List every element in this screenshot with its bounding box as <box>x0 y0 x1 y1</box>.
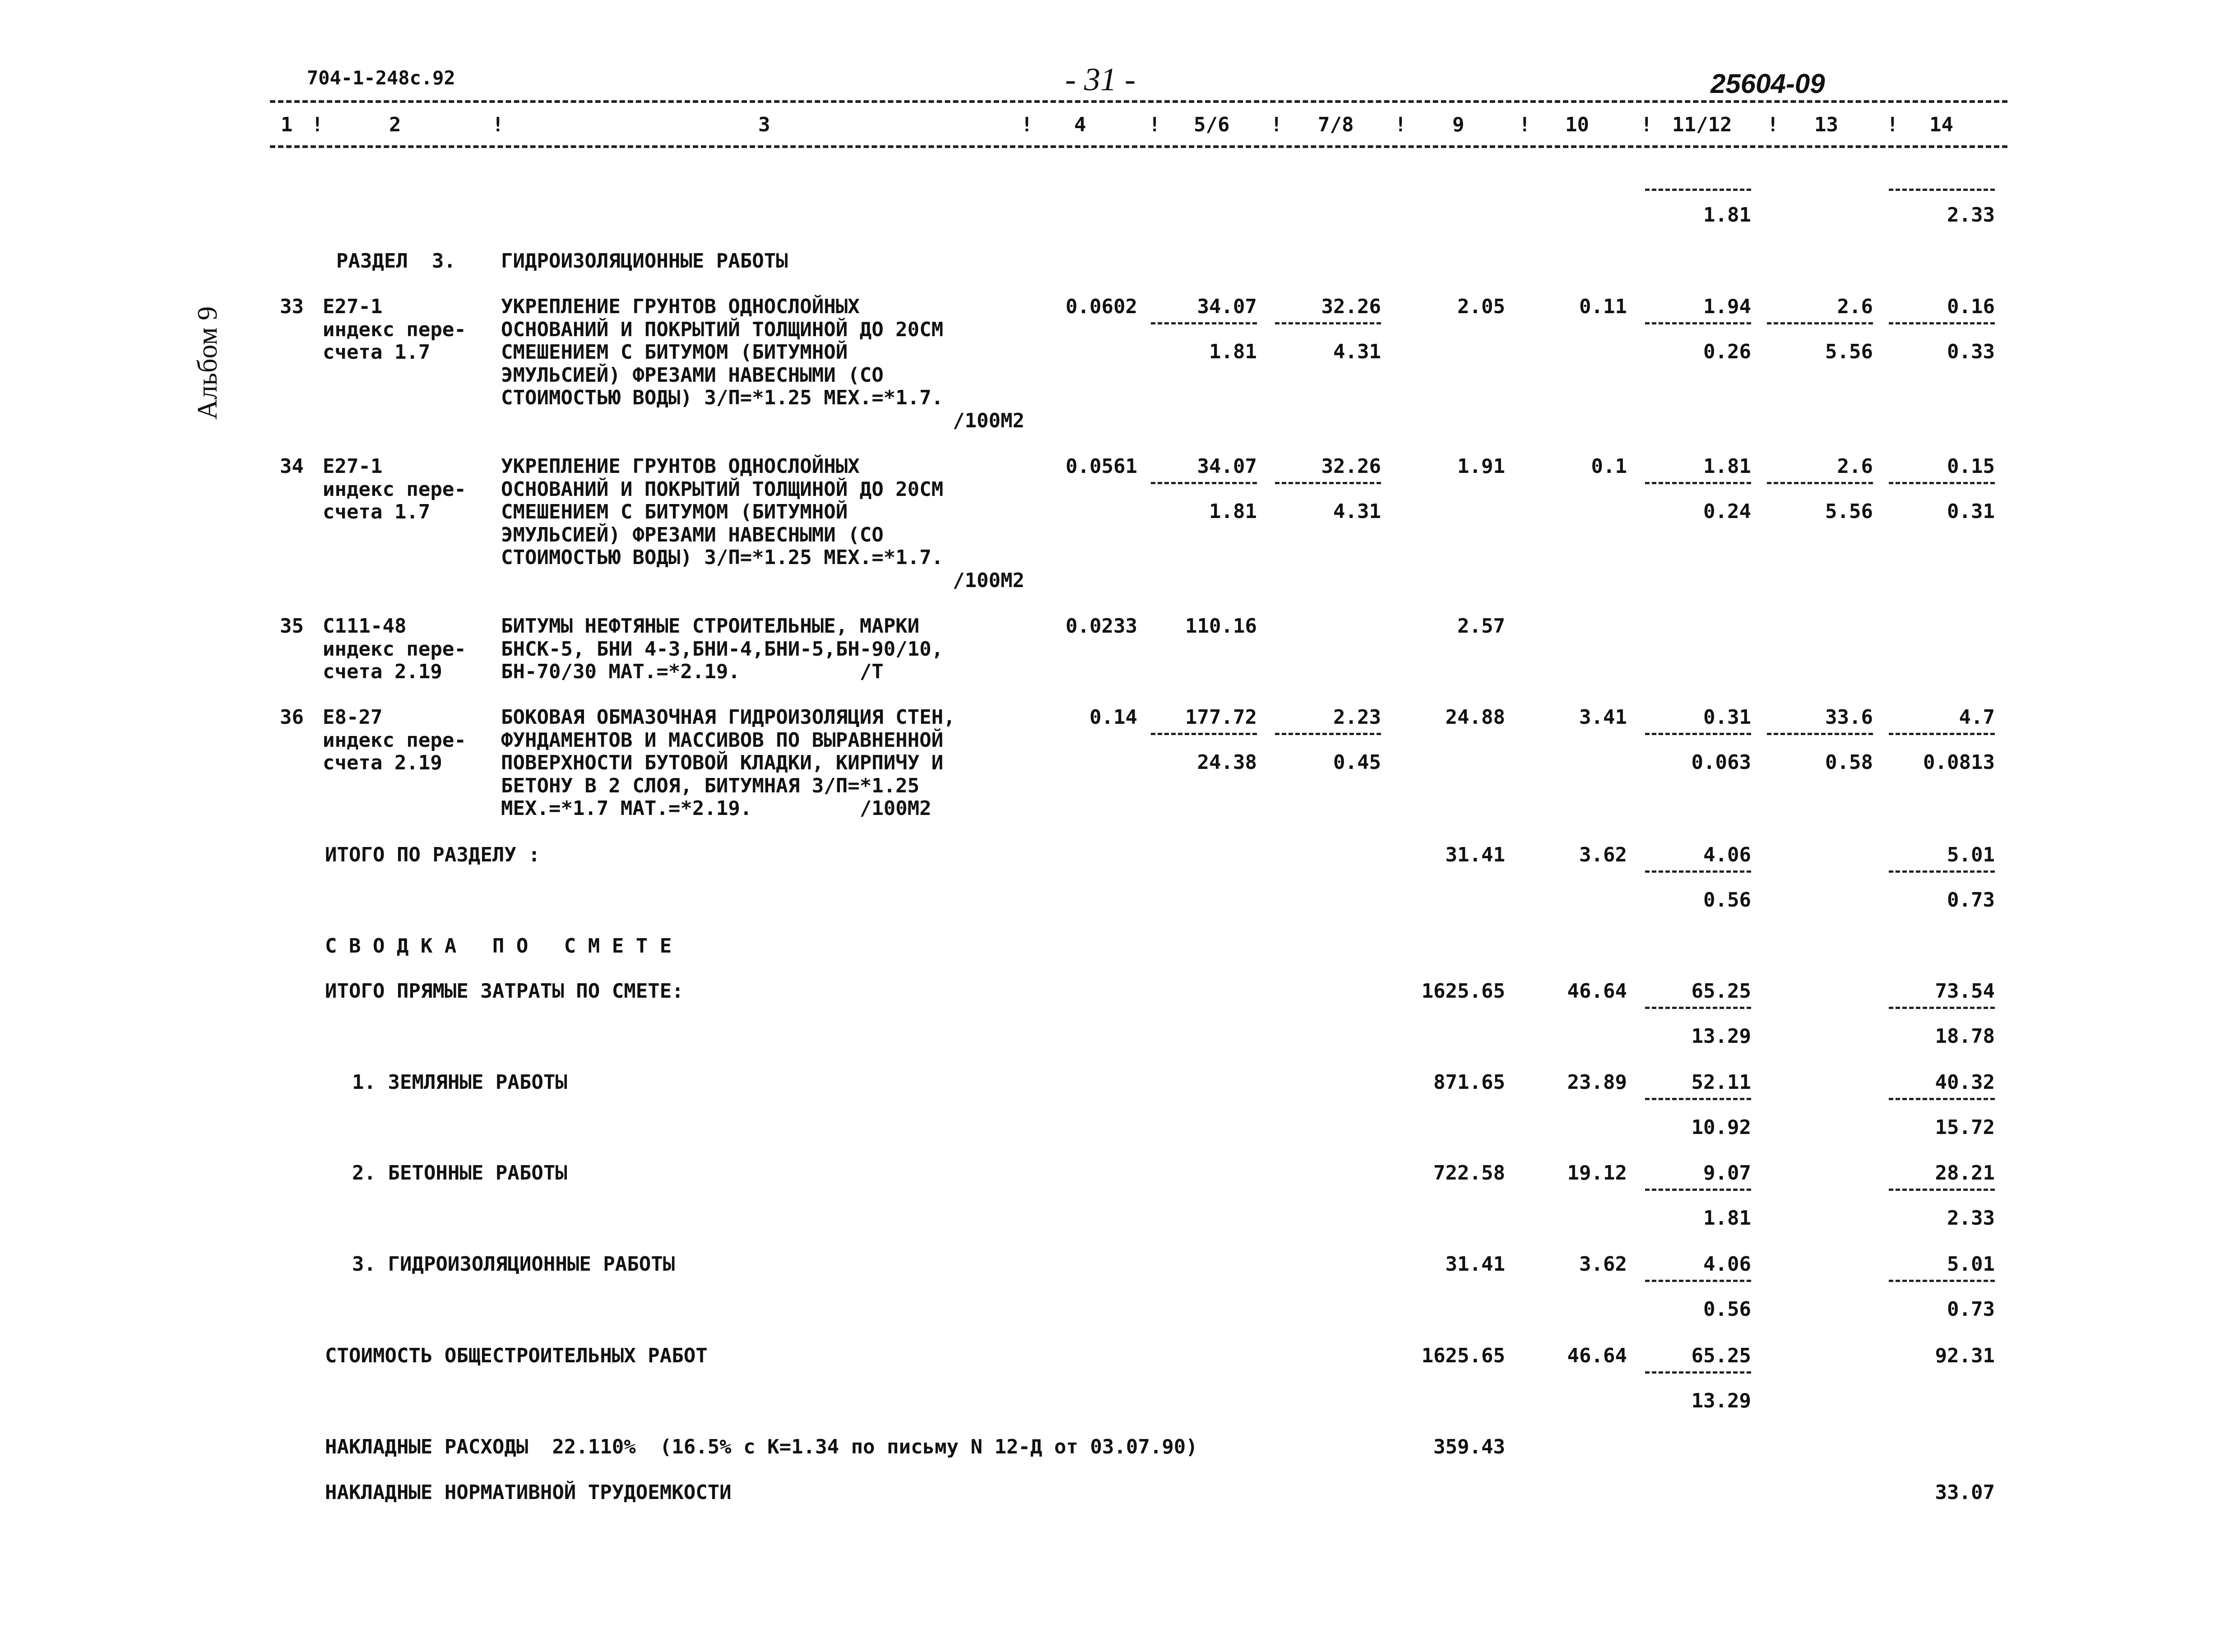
row-description-line: СТОИМОСТЬЮ ВОДЫ) З/П=*1.25 МЕХ.=*1.7. <box>501 386 944 409</box>
cell-c56: 110.16 <box>1185 615 1257 638</box>
row-index-note: счета 1.7 <box>323 500 431 523</box>
cell-c78-lower: 4.31 <box>1333 340 1381 363</box>
column-header: 4 <box>1074 113 1086 136</box>
row-description-line: СМЕШЕНИЕМ С БИТУМОМ (БИТУМНОЙ <box>501 341 848 364</box>
fraction-underline <box>1645 1007 1751 1009</box>
row-number: 35 <box>280 615 304 638</box>
row-description-line: ПОВЕРХНОСТИ БУТОВОЙ КЛАДКИ, КИРПИЧУ И <box>501 751 944 774</box>
overhead-labor-value: 33.07 <box>1935 1481 1995 1504</box>
row-description-line: ЭМУЛЬСИЕЙ) ФРЕЗАМИ НАВЕСНЫМИ (СО <box>501 523 884 546</box>
summary-c9: 722.58 <box>1433 1161 1505 1185</box>
column-separator: ! <box>1270 113 1283 136</box>
cell-c11-lower: 0.26 <box>1703 340 1751 363</box>
fraction-underline <box>1645 322 1751 324</box>
cell-c4: 0.14 <box>1089 706 1137 729</box>
total-c14-lower: 0.73 <box>1947 888 1995 912</box>
row-description-line: МЕХ.=*1.7 МАТ.=*2.19. /100М2 <box>501 797 932 820</box>
summary-label: 1. ЗЕМЛЯНЫЕ РАБОТЫ <box>352 1071 567 1094</box>
row-index-note: индекс пере- <box>323 637 466 661</box>
fraction-underline <box>1645 1098 1751 1100</box>
row-number: 34 <box>280 455 304 478</box>
row-description-line: ОСНОВАНИЙ И ПОКРЫТИЙ ТОЛЩИНОЙ ДО 20СМ <box>501 318 944 341</box>
row-description-line: БНСК-5, БНИ 4-3,БНИ-4,БНИ-5,БН-90/10, <box>501 637 944 661</box>
column-header: 5/6 <box>1194 113 1230 136</box>
cell-c14: 0.16 <box>1947 295 1995 318</box>
row-description-line: ЭМУЛЬСИЕЙ) ФРЕЗАМИ НАВЕСНЫМИ (СО <box>501 363 884 387</box>
row-number: 36 <box>280 706 304 729</box>
cell-c56: 177.72 <box>1185 706 1257 729</box>
fraction-underline <box>1889 322 1995 324</box>
summary-c14: 40.32 <box>1935 1071 1995 1094</box>
cell-c14-lower: 0.33 <box>1947 340 1995 363</box>
column-header: 3 <box>758 113 770 136</box>
row-description-line: УКРЕПЛЕНИЕ ГРУНТОВ ОДНОСЛОЙНЫХ <box>501 455 860 478</box>
fraction-underline <box>1767 733 1873 735</box>
cell-c14-lower: 0.0813 <box>1923 751 1995 774</box>
column-header: 9 <box>1452 113 1465 136</box>
summary-c14: 28.21 <box>1935 1161 1995 1185</box>
row-code: Е27-1 <box>323 295 383 318</box>
carry-value: 2.33 <box>1947 204 1995 227</box>
row-description-line: БЕТОНУ В 2 СЛОЯ, БИТУМНАЯ З/П=*1.25 <box>501 774 920 797</box>
row-unit: /100М2 <box>953 409 1024 432</box>
document-code: 704-1-248с.92 <box>307 67 455 89</box>
row-index-note: счета 1.7 <box>323 341 431 364</box>
cell-c11: 1.94 <box>1703 295 1751 318</box>
cell-c10: 0.11 <box>1579 295 1627 318</box>
summary-title: С В О Д К А П О С М Е Т Е <box>325 935 672 958</box>
total-c11-lower: 0.56 <box>1703 888 1751 912</box>
carry-value: 1.81 <box>1703 204 1751 227</box>
section-title: ГИДРОИЗОЛЯЦИОННЫЕ РАБОТЫ <box>501 250 788 273</box>
row-description-line: БИТУМЫ НЕФТЯНЫЕ СТРОИТЕЛЬНЫЕ, МАРКИ <box>501 615 920 638</box>
row-code: Е8-27 <box>323 706 383 729</box>
column-header: 14 <box>1929 113 1953 136</box>
cell-c11-lower: 0.063 <box>1691 751 1751 774</box>
column-header: 7/8 <box>1318 113 1354 136</box>
row-index-note: индекс пере- <box>323 477 466 501</box>
row-index-note: индекс пере- <box>323 318 466 341</box>
summary-label: 2. БЕТОННЫЕ РАБОТЫ <box>352 1161 567 1185</box>
column-header: 13 <box>1814 113 1838 136</box>
summary-c10: 23.89 <box>1567 1071 1627 1094</box>
cell-c13: 2.6 <box>1837 455 1873 478</box>
fraction-underline <box>1889 1189 1995 1191</box>
summary-c11-lower: 13.29 <box>1691 1025 1751 1048</box>
fraction-underline <box>1645 1189 1751 1191</box>
cell-c56: 34.07 <box>1197 455 1257 478</box>
cell-c9: 2.05 <box>1457 295 1505 318</box>
summary-label: 3. ГИДРОИЗОЛЯЦИОННЫЕ РАБОТЫ <box>352 1253 675 1276</box>
cell-c11: 1.81 <box>1703 455 1751 478</box>
row-description-line: ОСНОВАНИЙ И ПОКРЫТИЙ ТОЛЩИНОЙ ДО 20СМ <box>501 477 944 501</box>
fraction-underline <box>1889 189 1995 191</box>
cell-c9: 24.88 <box>1445 706 1505 729</box>
fraction-underline <box>1275 482 1381 484</box>
cell-c56-lower: 24.38 <box>1197 751 1257 774</box>
row-index-note: счета 2.19 <box>323 660 442 683</box>
cell-c56-lower: 1.81 <box>1209 340 1257 363</box>
row-description-line: ФУНДАМЕНТОВ И МАССИВОВ ПО ВЫРАВНЕННОЙ <box>501 728 944 752</box>
cell-c78: 2.23 <box>1333 706 1381 729</box>
column-separator: ! <box>1641 113 1653 136</box>
summary-c11: 4.06 <box>1703 1253 1751 1276</box>
fraction-underline <box>1645 870 1751 873</box>
fraction-underline <box>1767 482 1873 484</box>
summary-c11: 65.25 <box>1691 1344 1751 1367</box>
cell-c4: 0.0561 <box>1066 455 1137 478</box>
fraction-underline <box>1275 733 1381 735</box>
fraction-underline <box>1151 733 1257 735</box>
summary-c11-lower: 13.29 <box>1691 1389 1751 1412</box>
header-rule-bottom <box>270 145 2007 148</box>
fraction-underline <box>1645 189 1751 191</box>
total-c14: 5.01 <box>1947 843 1995 866</box>
cell-c9: 1.91 <box>1457 455 1505 478</box>
summary-c14: 73.54 <box>1935 980 1995 1003</box>
fraction-underline <box>1645 1371 1751 1374</box>
fraction-underline <box>1889 733 1995 735</box>
fraction-underline <box>1151 322 1257 324</box>
column-separator: ! <box>1887 113 1899 136</box>
row-index-note: индекс пере- <box>323 728 466 752</box>
section-label: РАЗДЕЛ 3. <box>336 250 456 273</box>
cell-c11-lower: 0.24 <box>1703 500 1751 523</box>
cell-c4: 0.0233 <box>1066 615 1137 638</box>
summary-c10: 46.64 <box>1567 1344 1627 1367</box>
column-header: 1 <box>281 113 293 136</box>
cell-c14: 4.7 <box>1959 706 1995 729</box>
total-c10: 3.62 <box>1579 843 1627 866</box>
cell-c13: 33.6 <box>1825 706 1873 729</box>
summary-c11: 52.11 <box>1691 1071 1751 1094</box>
section-total-label: ИТОГО ПО РАЗДЕЛУ : <box>325 843 540 866</box>
row-description-line: СТОИМОСТЬЮ ВОДЫ) З/П=*1.25 МЕХ.=*1.7. <box>501 546 944 569</box>
cell-c13-lower: 5.56 <box>1825 500 1873 523</box>
column-separator: ! <box>1519 113 1531 136</box>
column-separator: ! <box>1767 113 1779 136</box>
summary-c9: 1625.65 <box>1421 1344 1505 1367</box>
column-separator: ! <box>1021 113 1033 136</box>
summary-c11-lower: 10.92 <box>1691 1116 1751 1139</box>
column-header: 10 <box>1565 113 1589 136</box>
summary-c10: 3.62 <box>1579 1253 1627 1276</box>
cell-c14-lower: 0.31 <box>1947 500 1995 523</box>
summary-c9: 1625.65 <box>1421 980 1505 1003</box>
cell-c78-lower: 4.31 <box>1333 500 1381 523</box>
summary-label: ИТОГО ПРЯМЫЕ ЗАТРАТЫ ПО СМЕТЕ: <box>325 980 684 1003</box>
row-description-line: УКРЕПЛЕНИЕ ГРУНТОВ ОДНОСЛОЙНЫХ <box>501 295 860 318</box>
cell-c10: 0.1 <box>1591 455 1627 478</box>
cell-c9: 2.57 <box>1457 615 1505 638</box>
fraction-underline <box>1645 1280 1751 1282</box>
summary-c11-lower: 0.56 <box>1703 1298 1751 1321</box>
row-description-line: СМЕШЕНИЕМ С БИТУМОМ (БИТУМНОЙ <box>501 500 848 523</box>
cell-c13-lower: 5.56 <box>1825 340 1873 363</box>
cell-c78: 32.26 <box>1321 295 1381 318</box>
row-code: С111-48 <box>323 615 407 638</box>
cell-c4: 0.0602 <box>1066 295 1137 318</box>
total-c11: 4.06 <box>1703 843 1751 866</box>
overhead-label: НАКЛАДНЫЕ РАСХОДЫ 22.110% (16.5% с К=1.34 по письму N 12-Д от 03.07.90) <box>325 1435 1198 1458</box>
column-separator: ! <box>1149 113 1161 136</box>
summary-c10: 46.64 <box>1567 980 1627 1003</box>
cell-c56-lower: 1.81 <box>1209 500 1257 523</box>
summary-c14: 92.31 <box>1935 1344 1995 1367</box>
album-label: Альбом 9 <box>192 306 223 420</box>
row-unit: /100М2 <box>953 569 1024 592</box>
summary-c10: 19.12 <box>1567 1161 1627 1185</box>
cell-c14: 0.15 <box>1947 455 1995 478</box>
overhead-value: 359.43 <box>1433 1435 1505 1458</box>
summary-c11: 65.25 <box>1691 980 1751 1003</box>
fraction-underline <box>1645 733 1751 735</box>
column-separator: ! <box>311 113 324 136</box>
cell-c11: 0.31 <box>1703 706 1751 729</box>
cell-c78-lower: 0.45 <box>1333 751 1381 774</box>
header-rule-top <box>270 100 2007 103</box>
page-number: - 31 - <box>1065 61 1136 97</box>
fraction-underline <box>1275 322 1381 324</box>
fraction-underline <box>1767 322 1873 324</box>
cell-c10: 3.41 <box>1579 706 1627 729</box>
total-c9: 31.41 <box>1445 843 1505 866</box>
document-number: 25604-09 <box>1711 69 1825 99</box>
row-index-note: счета 2.19 <box>323 751 442 774</box>
summary-c11-lower: 1.81 <box>1703 1207 1751 1230</box>
summary-c14: 5.01 <box>1947 1253 1995 1276</box>
fraction-underline <box>1645 482 1751 484</box>
cell-c78: 32.26 <box>1321 455 1381 478</box>
fraction-underline <box>1889 1280 1995 1282</box>
fraction-underline <box>1889 870 1995 873</box>
summary-c9: 871.65 <box>1433 1071 1505 1094</box>
fraction-underline <box>1151 482 1257 484</box>
row-number: 33 <box>280 295 304 318</box>
summary-c11: 9.07 <box>1703 1161 1751 1185</box>
summary-c14-lower: 2.33 <box>1947 1207 1995 1230</box>
row-code: Е27-1 <box>323 455 383 478</box>
cell-c13-lower: 0.58 <box>1825 751 1873 774</box>
summary-c9: 31.41 <box>1445 1253 1505 1276</box>
overhead-labor-label: НАКЛАДНЫЕ НОРМАТИВНОЙ ТРУДОЕМКОСТИ <box>325 1481 732 1504</box>
cell-c13: 2.6 <box>1837 295 1873 318</box>
fraction-underline <box>1889 1007 1995 1009</box>
summary-c14-lower: 18.78 <box>1935 1025 1995 1048</box>
summary-c14-lower: 0.73 <box>1947 1298 1995 1321</box>
row-description-line: БН-70/30 МАТ.=*2.19. /Т <box>501 660 884 683</box>
column-header: 11/12 <box>1672 113 1732 136</box>
cell-c56: 34.07 <box>1197 295 1257 318</box>
summary-label: СТОИМОСТЬ ОБЩЕСТРОИТЕЛЬНЫХ РАБОТ <box>325 1344 708 1367</box>
fraction-underline <box>1889 482 1995 484</box>
row-description-line: БОКОВАЯ ОБМАЗОЧНАЯ ГИДРОИЗОЛЯЦИЯ СТЕН, <box>501 706 955 729</box>
fraction-underline <box>1889 1098 1995 1100</box>
column-separator: ! <box>492 113 504 136</box>
summary-c14-lower: 15.72 <box>1935 1116 1995 1139</box>
column-header: 2 <box>389 113 401 136</box>
column-separator: ! <box>1395 113 1407 136</box>
